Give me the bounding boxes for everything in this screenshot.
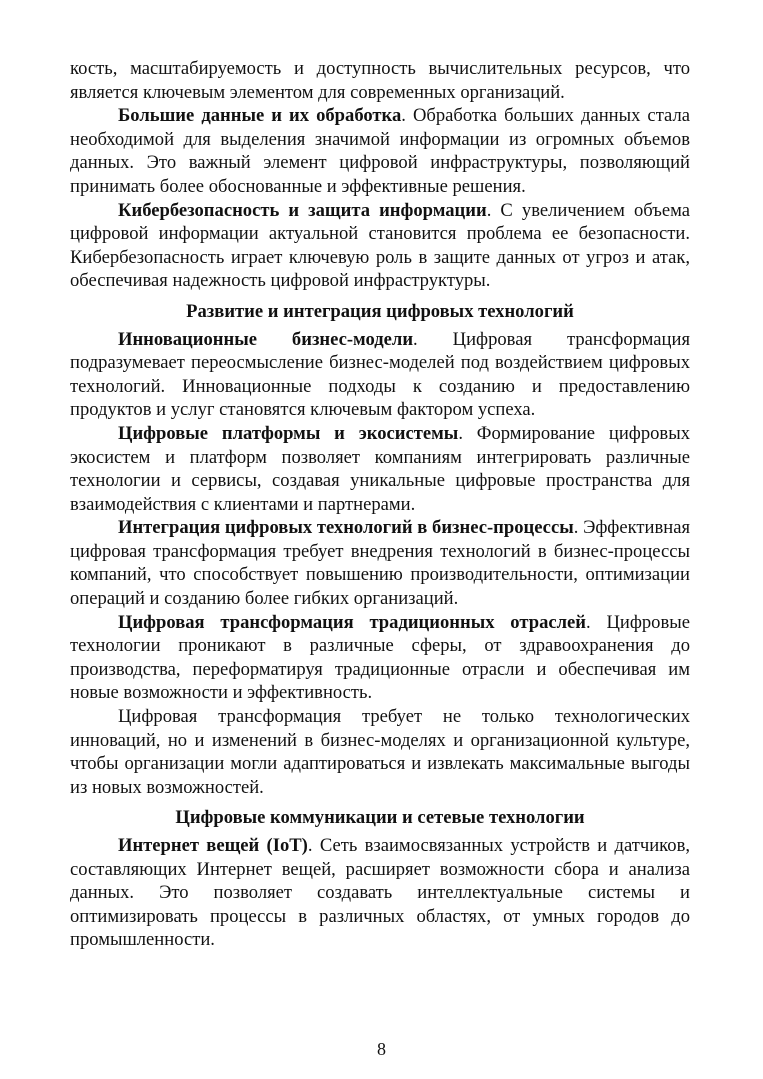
paragraph-text: . Обработка больших данных стала необходимой для выделения значимой информации из огромных объемов данных. Это важный элемент цифровой инфраструктуры, позволяющий принимать более обоснованные и эффективные решения. — [70, 105, 690, 197]
section-heading-communications: Цифровые коммуникации и сетевые технологии — [175, 807, 585, 829]
paragraph-iot — [70, 834, 690, 952]
paragraph-term: Кибербезопасность и защита информации — [118, 199, 487, 221]
paragraph-term: Инновационные бизнес-модели — [118, 328, 414, 350]
paragraph-big-data — [70, 104, 690, 198]
page-body — [70, 57, 690, 952]
paragraph-summary — [70, 705, 690, 799]
paragraph-traditional-industries — [70, 611, 690, 705]
paragraph-term: Цифровые платформы и экосистемы — [118, 422, 459, 444]
paragraph-text: . Цифровая трансформация подразумевает переосмысление бизнес-моделей под воздействием цифровых технологий. Инновационные подходы к созданию и предоставлению продуктов и услуг становятся ключевым фактором успеха. — [70, 328, 691, 421]
paragraph-text: Цифровая трансформация требует не только технологических инноваций, но и изменений в бизнес-моделях и организационной культуре, чтобы организации могли адаптироваться и извлекать максимальные выгоды из новых возможностей. — [70, 706, 690, 798]
paragraph-text: . Формирование цифровых экосистем и платформ позволяет компаниям интегрировать различные технологии и сервисы, создавая уникальные цифровые пространства для взаимодействия с клиентами и партнерами. — [70, 422, 691, 515]
paragraph-platforms — [70, 422, 690, 516]
paragraph-term: Цифровая трансформация традиционных отраслей — [118, 611, 587, 633]
page-number: 8 — [377, 1039, 386, 1059]
paragraph-cybersecurity — [70, 199, 690, 293]
section-heading-development: Развитие и интеграция цифровых технологий — [186, 300, 574, 322]
paragraph-integration — [70, 516, 690, 610]
paragraph-text: . Цифровые технологии проникают в различные сферы, от здравоохранения до производства, переформатируя традиционные отрасли и обеспечивая им новые возможности и эффективность. — [70, 611, 690, 704]
continuation-paragraph: кость, масштабируемость и доступность вычислительных ресурсов, что является ключевым элементом для современных организаций. — [70, 58, 690, 103]
paragraph-term: Большие данные и их обработка — [118, 105, 402, 127]
paragraph-text: . Сеть взаимосвязанных устройств и датчиков, составляющих Интернет вещей, расширяет возможности сбора и анализа данных. Это позволяет создавать интеллектуальные системы и оптимизировать процессы в различных областях, от умных городов до промышленности. — [70, 835, 690, 951]
paragraph-text: . С увеличением объема цифровой информации актуальной становится проблема ее безопасности. Кибербезопасность играет ключевую роль в защите данных от угроз и атак, обеспечивая надежность цифровой инфраструктуры. — [70, 199, 690, 292]
paragraph-text: . Эффективная цифровая трансформация требует внедрения технологий в бизнес-процессы компаний, что способствует повышению производительности, оптимизации операций и созданию более гибких организаций. — [70, 517, 690, 610]
paragraph-term: Интернет вещей (IoT) — [118, 835, 308, 856]
paragraph-term: Интеграция цифровых технологий в бизнес-процессы — [118, 517, 574, 539]
paragraph-business-models — [70, 328, 690, 422]
